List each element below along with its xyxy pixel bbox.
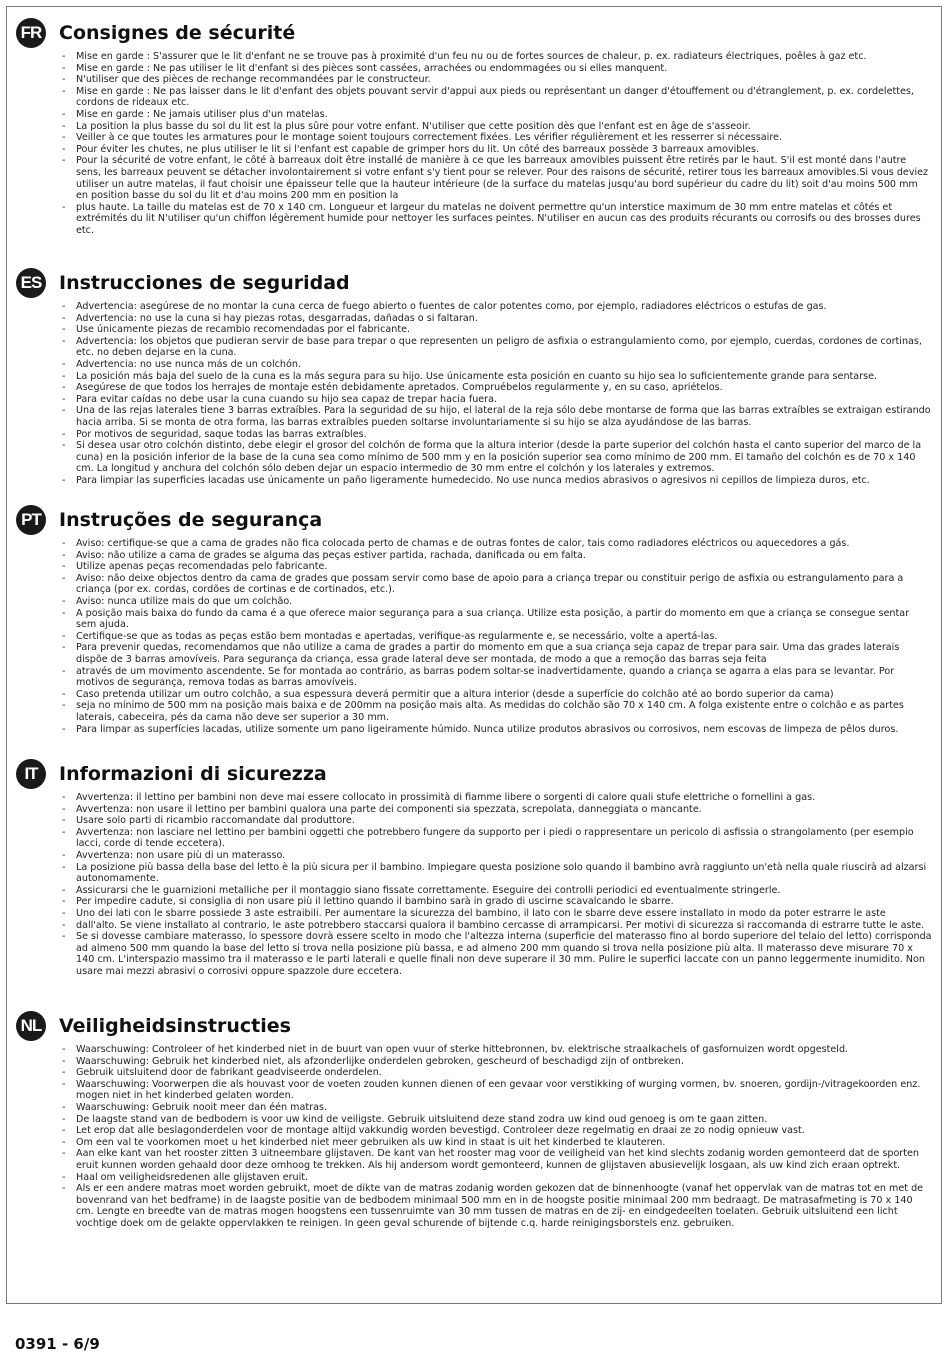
list-item: - Avvertenza: non usare più di un materasso. bbox=[62, 850, 932, 862]
list-item: - Mise en garde : Ne pas utiliser le lit d'enfant si des pièces sont cassées, arrachées ou endommagées ou si elles manquent. bbox=[62, 63, 932, 75]
list-item: - Si desea usar otro colchón distinto, debe elegir el grosor del colchón de forma que la altura interior (desde la parte superior del colchón hasta el canto superior del marco de la cuna) en la posición inferior de la base de la cuna sea como mínimo de 500 mm y en la posición superior sea como mínimo de 200 mm. El tamaño del colchón es de 70 x 140 cm. La longitud y anchura del colchón sólo deben dejar un espacio intermedio de 30 mm entre el colchón y los laterales y extremos. bbox=[62, 440, 932, 475]
section-header bbox=[16, 503, 932, 537]
list-item: - Por motivos de seguridad, saque todas las barras extraíbles. bbox=[62, 429, 932, 441]
section-header bbox=[16, 266, 932, 300]
section-title: Instruções de segurança bbox=[59, 509, 323, 531]
section-title: Instrucciones de seguridad bbox=[59, 272, 350, 294]
list-item: - Advertencia: no use la cuna si hay piezas rotas, desgarradas, dañadas o si faltaran. bbox=[62, 313, 932, 325]
list-item: - dall'alto. Se viene installato al contrario, le aste potrebbero staccarsi qualora il bambino cercasse di arrampicarsi. Per motivi di sicurezza si raccomanda di estrarre tutte le aste. bbox=[62, 920, 932, 932]
list-item: - A posição mais baixa do fundo da cama é a que oferece maior segurança para a sua criança. Utilize esta posição, a partir do momento em que a criança se consegue sentar sem ajuda. bbox=[62, 608, 932, 631]
list-item: - Mise en garde : Ne jamais utiliser plus d'un matelas. bbox=[62, 109, 932, 121]
list-item: - Haal om veiligheidsredenen alle glijstaven eruit. bbox=[62, 1172, 932, 1184]
list-item: - Asegúrese de que todos los herrajes de montaje estén debidamente apretados. Compruébelos regularmente y, en su caso, apriételos. bbox=[62, 382, 932, 394]
language-badge: NL bbox=[16, 1011, 46, 1041]
list-item: - Advertencia: los objetos que pudieran servir de base para trepar o que representen un peligro de asfixia o estrangulamiento como, por ejemplo, cuerdas, cordones de cortinas, etc. no deben dejarse en la cuna. bbox=[62, 336, 932, 359]
list-item: - N'utiliser que des pièces de rechange recommandées par le constructeur. bbox=[62, 74, 932, 86]
list-item: - Aviso: nunca utilize mais do que um colchão. bbox=[62, 596, 932, 608]
list-item: - Para limpiar las superficies lacadas use únicamente un paño ligeramente humedecido. No use nunca medios abrasivos o agresivos ni cepillos de limpieza duros, etc. bbox=[62, 475, 932, 487]
list-item: - Avvertenza: non lasciare nel lettino per bambini oggetti che potrebbero fungere da supporto per i piedi o rappresentare un pericolo di asfissia o strangolamento (per esempio lacci, corde di tende eccetera). bbox=[62, 827, 932, 850]
instruction-list bbox=[16, 1044, 932, 1230]
list-item: - Caso pretenda utilizar um outro colchão, a sua espessura deverá permitir que a altura interior (desde a superfície do colchão até ao bordo superior da cama) bbox=[62, 689, 932, 701]
instruction-list bbox=[16, 792, 932, 978]
section-header bbox=[16, 16, 932, 50]
section-es bbox=[16, 266, 932, 487]
list-item: - Pour la sécurité de votre enfant, le côté à barreaux doit être installé de manière à ce que les barreaux amovibles puissent être retirés par le haut. S'il est monté dans l'autre sens, les barreaux peuvent se détacher involontairement si votre enfant s'y tient pour se relever. Pour des raisons de sécurité, retirer tous les barreaux amovibles.Si vous deviez utiliser un autre matelas, il faut choisir une épaisseur telle que la hauteur intérieure (de la surface du matelas jusqu'au bord supérieur du cadre du lit) soit d'au moins 500 mm en position basse du sol du lit et d'au moins 200 mm en position la bbox=[62, 155, 932, 201]
section-nl bbox=[16, 1009, 932, 1230]
section-header bbox=[16, 757, 932, 791]
list-item: - Waarschuwing: Gebruik het kinderbed niet, als afzonderlijke onderdelen gebroken, gescheurd of beschadigd zijn of ontbreken. bbox=[62, 1056, 932, 1068]
list-item: - Pour éviter les chutes, ne plus utiliser le lit si l'enfant est capable de grimper hors du lit. Un côté des barreaux possède 3 barreaux amovibles. bbox=[62, 144, 932, 156]
list-item: - Om een val te voorkomen moet u het kinderbed niet meer gebruiken als uw kind in staat is uit het kinderbed te klauteren. bbox=[62, 1137, 932, 1149]
list-item: - Usare solo parti di ricambio raccomandate dal produttore. bbox=[62, 815, 932, 827]
section-title: Informazioni di sicurezza bbox=[59, 763, 327, 785]
language-badge: IT bbox=[16, 759, 46, 789]
list-item: - Avvertenza: il lettino per bambini non deve mai essere collocato in prossimità di fiamme libere o sorgenti di calore quali stufe elettriche o fornellini a gas. bbox=[62, 792, 932, 804]
list-item: - plus haute. La taille du matelas est de 70 x 140 cm. Longueur et largeur du matelas ne doivent permettre qu'un interstice maximum de 30 mm entre matelas et côtés et extrémités du lit N'utiliser qu'un chiffon légèrement humide pour nettoyer les surfaces peintes. N'utiliser en aucun cas des produits récurants ou corrosifs ou des brosses dures etc. bbox=[62, 202, 932, 237]
page-number: 0391 - 6/9 bbox=[15, 1335, 100, 1353]
list-item: - Mise en garde : S'assurer que le lit d'enfant ne se trouve pas à proximité d'un feu nu ou de fortes sources de chaleur, p. ex. radiateurs électriques, poêles à gaz etc. bbox=[62, 51, 932, 63]
instruction-list bbox=[16, 301, 932, 487]
language-badge: PT bbox=[16, 505, 46, 535]
section-title: Veiligheidsinstructies bbox=[59, 1015, 291, 1037]
list-item: - Waarschuwing: Gebruik nooit meer dan één matras. bbox=[62, 1102, 932, 1114]
instruction-list bbox=[16, 538, 932, 735]
list-item: - Aan elke kant van het rooster zitten 3 uitneembare glijstaven. De kant van het rooster mag voor de veiligheid van het kind slechts zodanig worden gemonteerd dat de sporten eruit kunnen worden gehaald door deze omhoog te trekken. Als hij andersom wordt gemonteerd, kunnen de glijstaven abusievelijk losgaan, als uw kind zich eraan optrekt. bbox=[62, 1148, 932, 1171]
list-item: - Advertencia: no use nunca más de un colchón. bbox=[62, 359, 932, 371]
instruction-list bbox=[16, 51, 932, 237]
list-item: - Aviso: não deixe objectos dentro da cama de grades que possam servir como base de apoio para a criança trepar ou constituir perigo de asfixia ou estrangulamento para a criança (por ex. cordas, cordões de cortinas e de cortinados, etc.). bbox=[62, 573, 932, 596]
list-item: - Para limpar as superfícies lacadas, utilize somente um pano ligeiramente húmido. Nunca utilize produtos abrasivos ou corrosivos, nem escovas de limpeza de pêlos duros. bbox=[62, 724, 932, 736]
list-item: - La posizione più bassa della base del letto è la più sicura per il bambino. Impiegare questa posizione solo quando il bambino avrà raggiunto un'età nella quale riuscirà ad alzarsi autonomamente. bbox=[62, 862, 932, 885]
list-item: - Veiller à ce que toutes les armatures pour le montage soient toujours correctement fixées. Les vérifier régulièrement et les resserrer si nécessaire. bbox=[62, 132, 932, 144]
list-item: - Certifique-se que as todas as peças estão bem montadas e apertadas, verifique-as regularmente e, se necessário, volte a apertá-las. bbox=[62, 631, 932, 643]
list-item: - Una de las rejas laterales tiene 3 barras extraíbles. Para la seguridad de su hijo, el lateral de la reja sólo debe montarse de forma que las barras extraíbles se extraigan estirando hacia arriba. Si se monta de otra forma, las barras extraíbles pueden soltarse involuntariamente si su hijo se alza ayudándose de las barras. bbox=[62, 405, 932, 428]
list-item: - Mise en garde : Ne pas laisser dans le lit d'enfant des objets pouvant servir d'appui aux pieds ou représentant un danger d'étouffement ou d'étranglement, p. ex. cordelettes, cordons de rideaux etc. bbox=[62, 86, 932, 109]
list-item: - Para prevenir quedas, recomendamos que não utilize a cama de grades a partir do momento em que a sua criança seja capaz de trepar para sair. Uma das grades laterais dispõe de 3 barras amovíveis. Para segurança da criança, essa grade lateral deve ser montada, de modo a que a remoção das barras seja feita bbox=[62, 642, 932, 665]
list-item: - Use únicamente piezas de recambio recomendadas por el fabricante. bbox=[62, 324, 932, 336]
list-item: - Avvertenza: non usare il lettino per bambini qualora una parte dei componenti sia spezzata, screpolata, danneggiata o mancante. bbox=[62, 804, 932, 816]
list-item: - Per impedire cadute, si consiglia di non usare più il lettino quando il bambino sarà in grado di uscirne scavalcando le sbarre. bbox=[62, 896, 932, 908]
list-item: - Let erop dat alle beslagonderdelen voor de montage altijd vakkundig worden bevestigd. Controleer deze regelmatig en draai ze zo nodig opnieuw vast. bbox=[62, 1125, 932, 1137]
list-item: - Aviso: não utilize a cama de grades se alguma das peças estiver partida, rachada, danificada ou em falta. bbox=[62, 550, 932, 562]
list-item: - Als er een andere matras moet worden gebruikt, moet de dikte van de matras zodanig worden gekozen dat de binnenhoogte (vanaf het oppervlak van de matras tot en met de bovenrand van het bedframe) in de laagste positie van de bedbodem minimaal 500 mm en in de hoogste positie minimaal 200 mm bedraagt. De matrasafmeting is 70 x 140 cm. Lengte en breedte van de matras mogen hoogstens een tussenruimte van 30 mm tussen de matras en de zij- en eindgedeelten toelaten. Gebruik uitsluitend een licht vochtige doek om de gelakte oppervlakken te reinigen. In geen geval schurende of bijtende c.q. harde reinigingsborstels enz. gebruiken. bbox=[62, 1183, 932, 1229]
list-item: - Aviso: certifique-se que a cama de grades não fica colocada perto de chamas e de outras fontes de calor, tais como radiadores eléctricos ou aquecedores a gás. bbox=[62, 538, 932, 550]
section-it bbox=[16, 757, 932, 978]
list-item: - Para evitar caídas no debe usar la cuna cuando su hijo sea capaz de trepar hacia fuera. bbox=[62, 394, 932, 406]
list-item: - seja no mínimo de 500 mm na posição mais baixa e de 200mm na posição mais alta. As medidas do colchão são 70 x 140 cm. A folga existente entre o colchão e as partes laterais, cabeceira, pés da cama não deve ser superior a 30 mm. bbox=[62, 700, 932, 723]
language-badge: FR bbox=[16, 18, 46, 48]
list-item: - Assicurarsi che le guarnizioni metalliche per il montaggio siano fissate correttamente. Eseguire dei controlli periodici ed eventualmente stringerle. bbox=[62, 885, 932, 897]
list-item: - Waarschuwing: Controleer of het kinderbed niet in de buurt van open vuur of sterke hittebronnen, bv. elektrische straalkachels of gasfornuizen wordt opgesteld. bbox=[62, 1044, 932, 1056]
list-item: - La position la plus basse du sol du lit est la plus sûre pour votre enfant. N'utiliser que cette position dès que l'enfant est en âge de s'asseoir. bbox=[62, 121, 932, 133]
section-fr bbox=[16, 16, 932, 237]
list-item: - Gebruik uitsluitend door de fabrikant geadviseerde onderdelen. bbox=[62, 1067, 932, 1079]
list-item: - La posición más baja del suelo de la cuna es la más segura para su hijo. Use únicamente esta posición en cuanto su hijo sea lo suficientemente grande para sentarse. bbox=[62, 371, 932, 383]
list-item: - Advertencia: asegúrese de no montar la cuna cerca de fuego abierto o fuentes de calor potentes como, por ejemplo, radiadores eléctricos o estufas de gas. bbox=[62, 301, 932, 313]
section-pt bbox=[16, 503, 932, 735]
section-header bbox=[16, 1009, 932, 1043]
list-item: - Se si dovesse cambiare materasso, lo spessore dovrà essere scelto in modo che l'altezza interna (superficie del materasso fino al bordo superiore del telaio del letto) corrisponda ad almeno 500 mm quando la base del letto si trova nella posizione più bassa, e ad almeno 200 mm quando si trova nella posizione più alta. Il materasso deve misurare 70 x 140 cm. L'interspazio massimo tra il materasso e le parti laterali e quelle finali non deve superare il 30 mm. Pulire le superfici laccate con un panno leggermente inumidito. Non usare mai mezzi abrasivi o corrosivi oppure spazzole dure eccetera. bbox=[62, 931, 932, 977]
list-item: - Uno dei lati con le sbarre possiede 3 aste estraibili. Per aumentare la sicurezza del bambino, il lato con le sbarre deve essere installato in modo da poter estrarre le aste bbox=[62, 908, 932, 920]
list-item: - Waarschuwing: Voorwerpen die als houvast voor de voeten zouden kunnen dienen of een gevaar voor verstikking of wurging vormen, bv. snoeren, gordijn-/vitragekoorden enz. mogen niet in het kinderbed gelaten worden. bbox=[62, 1079, 932, 1102]
section-title: Consignes de sécurité bbox=[59, 22, 296, 44]
list-item: - através de um movimento ascendente. Se for montada ao contrário, as barras podem soltar-se inadvertidamente, quando a criança se agarra a elas para se levantar. Por motivos de segurança, remova todas as barras amovíveis. bbox=[62, 666, 932, 689]
list-item: - De laagste stand van de bedbodem is voor uw kind de veiligste. Gebruik uitsluitend deze stand zodra uw kind oud genoeg is om te gaan zitten. bbox=[62, 1114, 932, 1126]
list-item: - Utilize apenas peças recomendadas pelo fabricante. bbox=[62, 561, 932, 573]
language-badge: ES bbox=[16, 268, 46, 298]
